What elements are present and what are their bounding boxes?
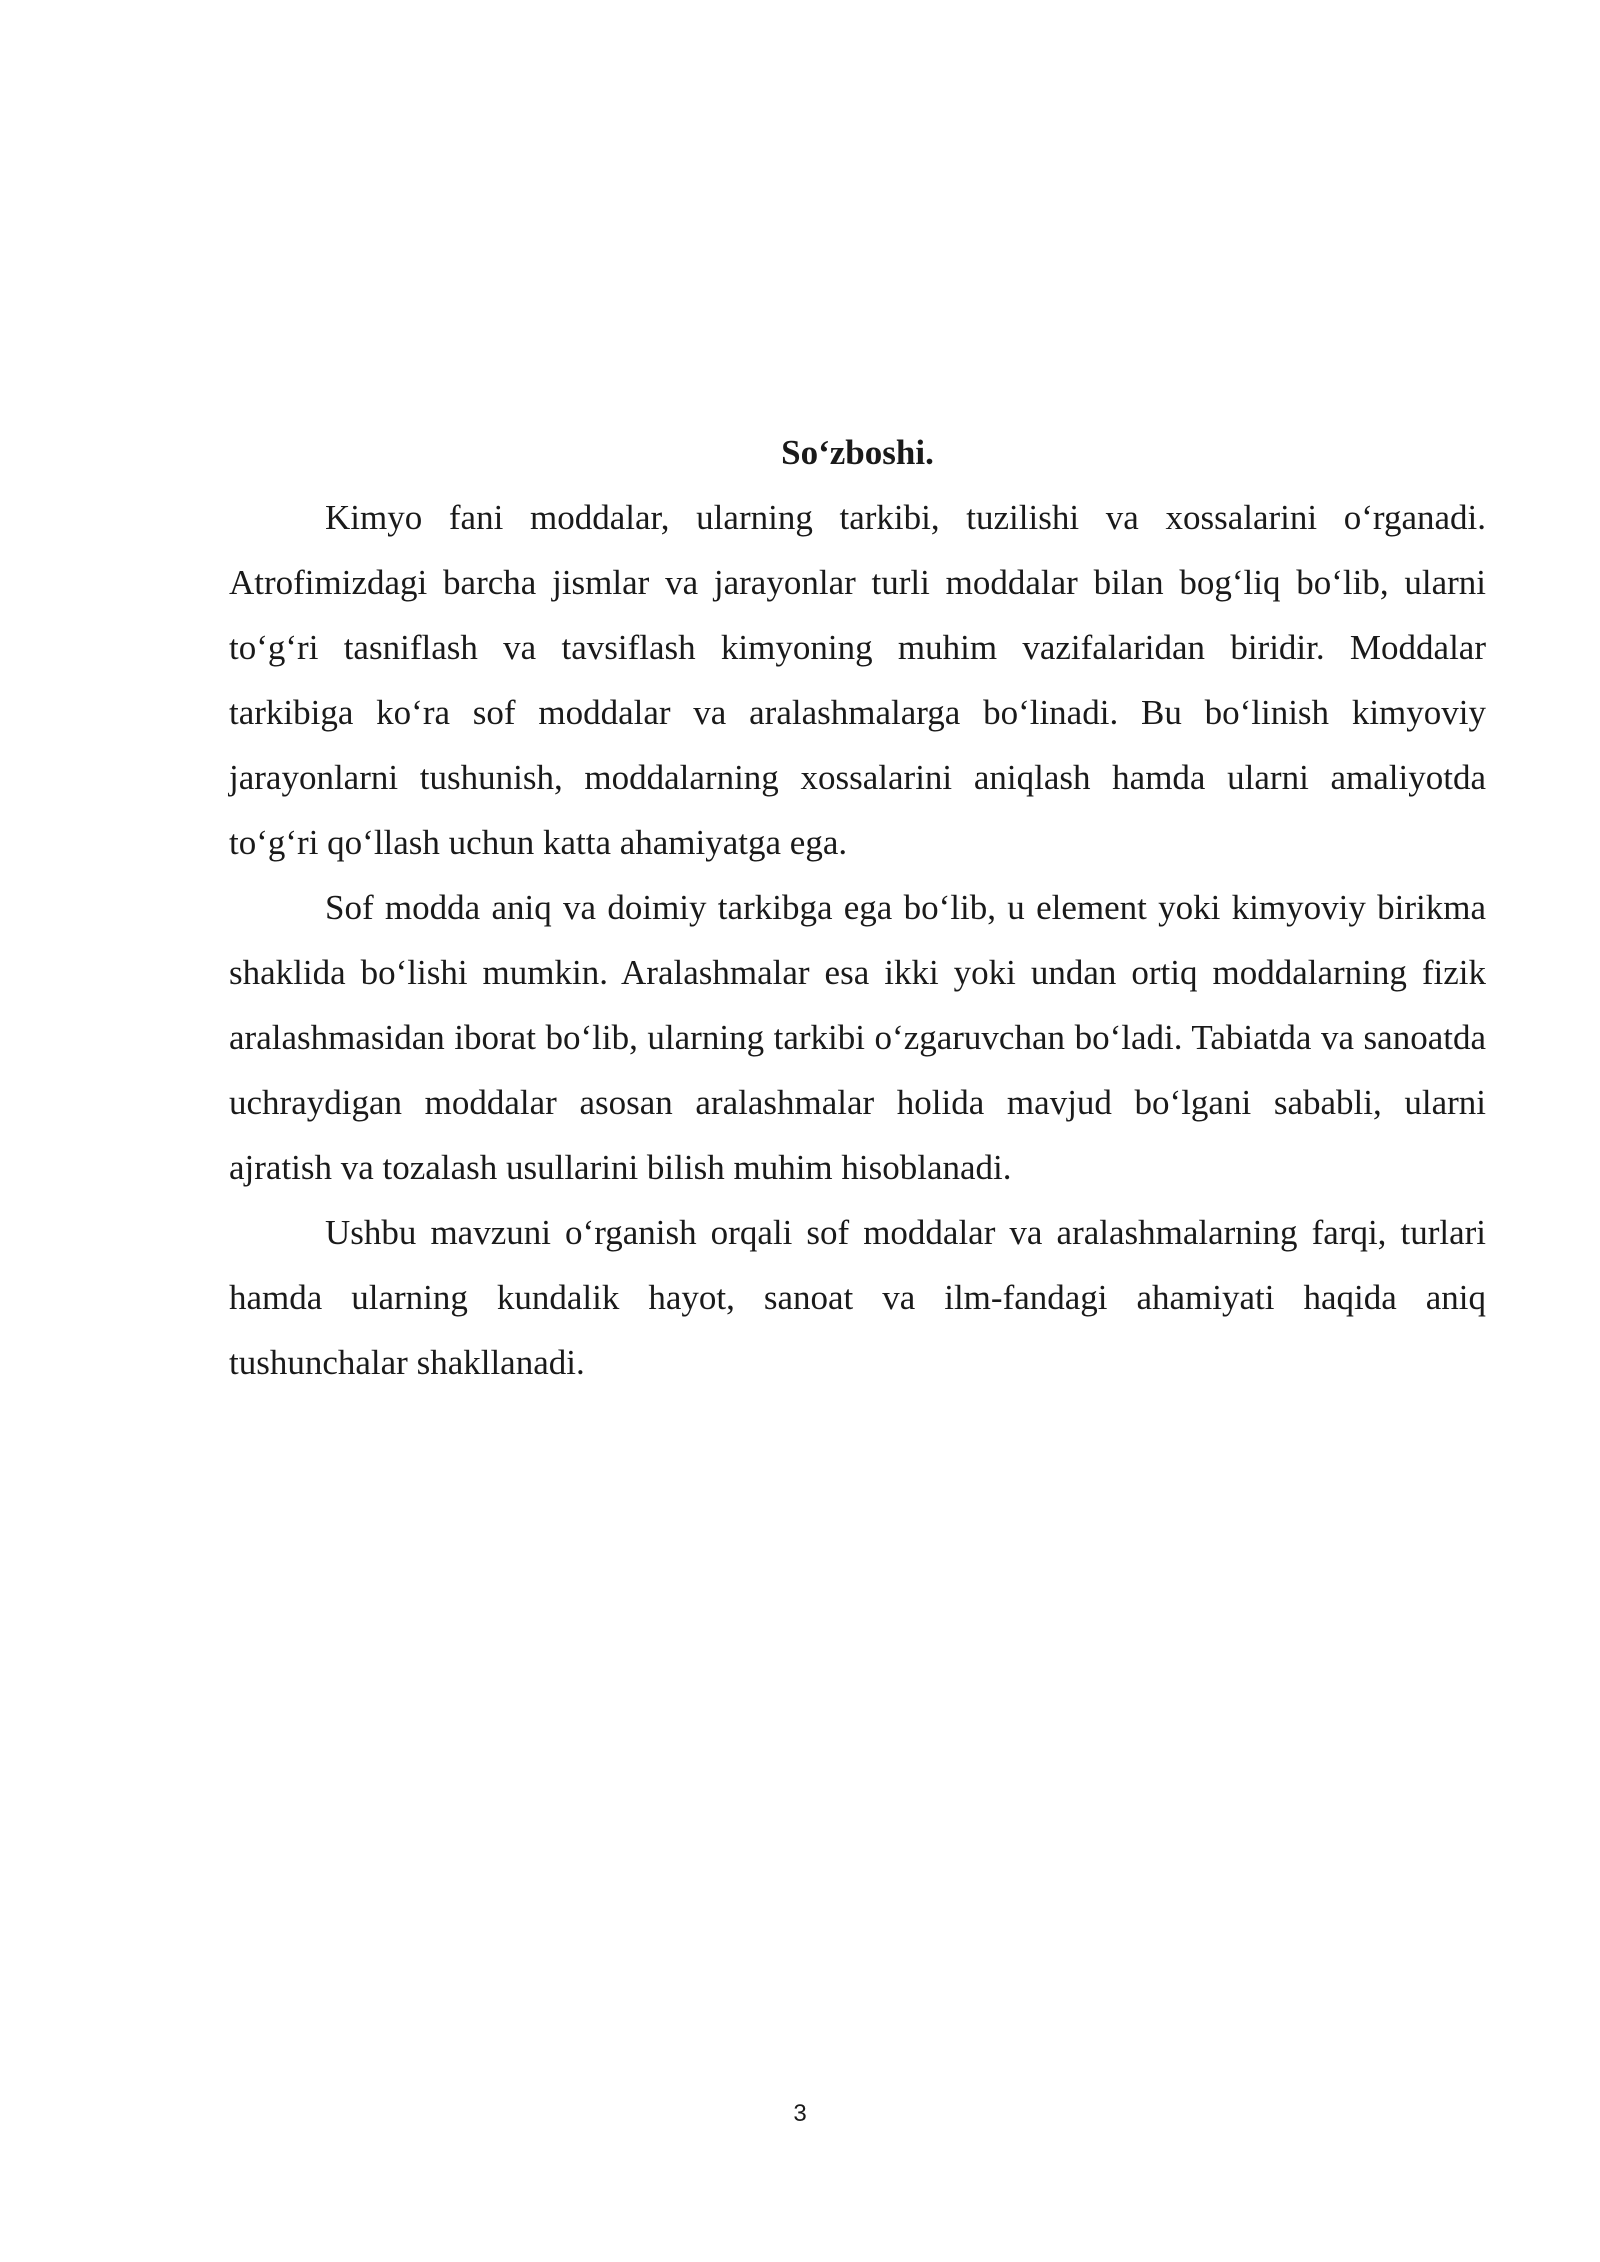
page-content bbox=[229, 420, 1486, 1395]
paragraph-1: Kimyo fani moddalar, ularning tarkibi, tuzilishi va xossalarini o‘rganadi. Atrofimizdagi barcha jismlar va jarayonlar turli moddalar bilan bog‘liq bo‘lib, ularni to‘g‘ri tasniflash va tavsiflash kimyoning muhim vazifalaridan biridir. Moddalar tarkibiga ko‘ra sof moddalar va aralashmalarga bo‘linadi. Bu bo‘linish kimyoviy jarayonlarni tushunish, moddalarning xossalarini aniqlash hamda ularni amaliyotda to‘g‘ri qo‘llash uchun katta ahamiyatga ega. bbox=[229, 498, 1486, 862]
page-number: 3 bbox=[793, 2100, 807, 2127]
page-title: So‘zboshi. bbox=[781, 433, 934, 472]
paragraph-2: Sof modda aniq va doimiy tarkibga ega bo‘lib, u element yoki kimyoviy birikma shaklida bo‘lishi mumkin. Aralashmalar esa ikki yoki undan ortiq moddalarning fizik aralashmasidan iborat bo‘lib, ularning tarkibi o‘zgaruvchan bo‘ladi. Tabiatda va sanoatda uchraydigan moddalar asosan aralashmalar holida mavjud bo‘lgani sababli, ularni ajratish va tozalash usullarini bilish muhim hisoblanadi. bbox=[229, 888, 1486, 1187]
paragraph-3: Ushbu mavzuni o‘rganish orqali sof moddalar va aralashmalarning farqi, turlari hamda ularning kundalik hayot, sanoat va ilm-fandagi ahamiyati haqida aniq tushunchalar shakllanadi. bbox=[229, 1213, 1486, 1382]
